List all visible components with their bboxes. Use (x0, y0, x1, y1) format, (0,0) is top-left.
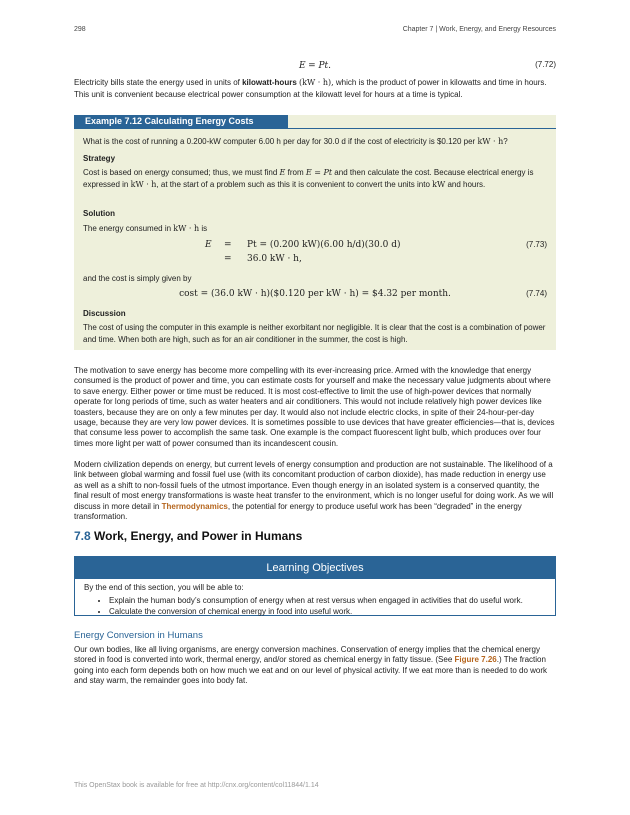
text: Our own bodies, like all living organisms, are energy conversion machines. Conservation of energy implies that the chemical energy stored in food is converted into work, thermal energy, and/or stored as chemical energy in fatty tissue. (See (74, 645, 541, 665)
equation-number: (7.73) (526, 240, 547, 249)
list-item: • Calculate the conversion of chemical energy in food into useful work. (109, 607, 523, 618)
learning-objectives-intro: By the end of this section, you will be able to: (84, 583, 244, 592)
chapter-title: Work, Energy, and Energy Resources (439, 26, 556, 33)
discussion-text: The cost of using the computer in this example is neither exorbitant nor negligible. It is clear that the cost is a combination of power and time. When both are high, such as for an air conditioner in the summer, the cost is high. (83, 323, 546, 344)
text: Modern civilization depends on energy, but current levels of energy consumption and production are not sustainable. The likelihood of a link between global warming and fossil fuel use (with its concomitant production of carbon dioxide), has made reduction in energy use as well as a shift to non-fossil fuels of the utmost importance. Even though energy in an isolated system is a conserved quantity, the final result of most energy transformations is waste heat transfer to the environment, which is no longer useful for doing work. As we will discuss in more detail in (74, 460, 554, 511)
inline-math: kW (432, 179, 446, 189)
humans-paragraph (74, 645, 556, 687)
text: , the potential for energy to produce useful work has been “degraded” in the energy transformation. (74, 501, 522, 522)
solution-heading: Solution (83, 209, 115, 218)
eq-cost: cost = (36.0 kW · h)($0.120 per kW · h) = $4.32 per month. (179, 289, 451, 299)
discussion-heading: Discussion (83, 309, 126, 318)
inline-math: E (279, 168, 286, 177)
strategy-text (83, 167, 548, 190)
text: is (199, 224, 208, 233)
chapter-prefix: Chapter 7 | (402, 26, 440, 33)
footer: This OpenStax book is available for free at http://cnx.org/content/col11844/1.14 (74, 782, 319, 789)
text: .) The fraction going into each form depends both on how much we eat and on our level of physical activity. If we eat more than is needed to do work and stay warm, the remainder goes into body fat. (74, 655, 548, 686)
civilization-paragraph (74, 460, 556, 522)
eq-rhs: = Pt. (308, 61, 332, 71)
example-box (74, 115, 556, 350)
text: ? (503, 137, 508, 146)
solution-text (83, 223, 548, 235)
eq-rhs-line1: Pt = (0.200 kW)(6.00 h/d)(30.0 d) (247, 240, 401, 250)
figure-7-26-link[interactable]: Figure 7.26 (454, 655, 497, 665)
section-title: Work, Energy, and Power in Humans (90, 529, 303, 543)
example-question (83, 136, 548, 148)
learning-objectives-list (97, 596, 523, 617)
eq-lhs: E (205, 240, 212, 250)
page-number: 298 (74, 26, 86, 33)
text: from (285, 168, 306, 177)
thermodynamics-link[interactable]: Thermodynamics (161, 501, 228, 511)
section-number: 7.8 (74, 529, 91, 543)
section-heading (74, 529, 302, 543)
text: What is the cost of running a 0.200-kW computer 6.00 h per day for 30.0 d if the cost of electricity is $0.120 per (83, 137, 478, 146)
text: The energy consumed in (83, 224, 174, 233)
intro-paragraph (74, 77, 556, 100)
learning-objectives-box (74, 556, 556, 616)
example-title-rule (74, 128, 556, 129)
cost-intro: and the cost is simply given by (83, 274, 192, 283)
inline-math: E = Pt (305, 168, 333, 177)
equation-number: (7.72) (535, 60, 556, 69)
subsection-heading: Energy Conversion in Humans (74, 630, 203, 641)
text: , at the start of a problem such as this it is convenient to convert the units into (156, 179, 433, 189)
inline-math: kW · h (130, 179, 157, 189)
bold-term: kilowatt-hours (242, 78, 297, 87)
equation-7-74 (74, 289, 556, 302)
eq-lhs: E (298, 61, 306, 71)
running-header (403, 26, 556, 33)
equation-number: (7.74) (526, 289, 547, 298)
eq-equals: = (224, 240, 232, 250)
strategy-heading: Strategy (83, 154, 116, 163)
text: Electricity bills state the energy used in units of (74, 78, 243, 87)
eq-rhs-line2: 36.0 kW · h, (247, 254, 302, 264)
example-title: Example 7.12 Calculating Energy Costs (74, 115, 288, 128)
motivation-paragraph: The motivation to save energy has become more compelling with its ever-increasing price. Armed with the knowledge that energy consumed is the product of power and time, you can estimate costs for yourself and make the necessary value judgments about where to save energy. Either power or time must be reduced. It is most cost-effective to limit the use of high-power devices that normally operate for long periods of time, such as water heaters and air conditioners. This would not include relatively high power devices like toasters, because they are on only a few minutes per day. It would also not include electric clocks, in spite of their 24-hour-per-day usage, because they are very low power devices. It is sometimes possible to use devices that have greater efficiencies—that is, devices that consume less power to accomplish the same task. One example is the compact fluorescent light bulb, which produces over four times more light per watt of power consumed than its incandescent cousin. (74, 366, 555, 448)
text: which is the product of power in kilowatts and time in hours. This unit is convenient because electrical power consumption at the kilowatt level for hours at a time is typical. (74, 78, 547, 99)
learning-objectives-heading: Learning Objectives (75, 557, 555, 579)
text: and then calculate the cost. Because electrical energy is expressed in (83, 168, 534, 189)
text: and hours. (445, 179, 486, 189)
inline-math: kW · h (477, 137, 504, 146)
equation-7-73 (74, 240, 556, 268)
inline-math: (kW · h), (299, 78, 334, 87)
list-item: • Explain the human body’s consumption of energy when at rest versus when engaged in activities that do useful work. (109, 596, 523, 607)
inline-math: kW · h (173, 224, 200, 233)
eq-equals: = (224, 254, 232, 264)
text: Cost is based on energy consumed; thus, we must find (83, 168, 280, 177)
